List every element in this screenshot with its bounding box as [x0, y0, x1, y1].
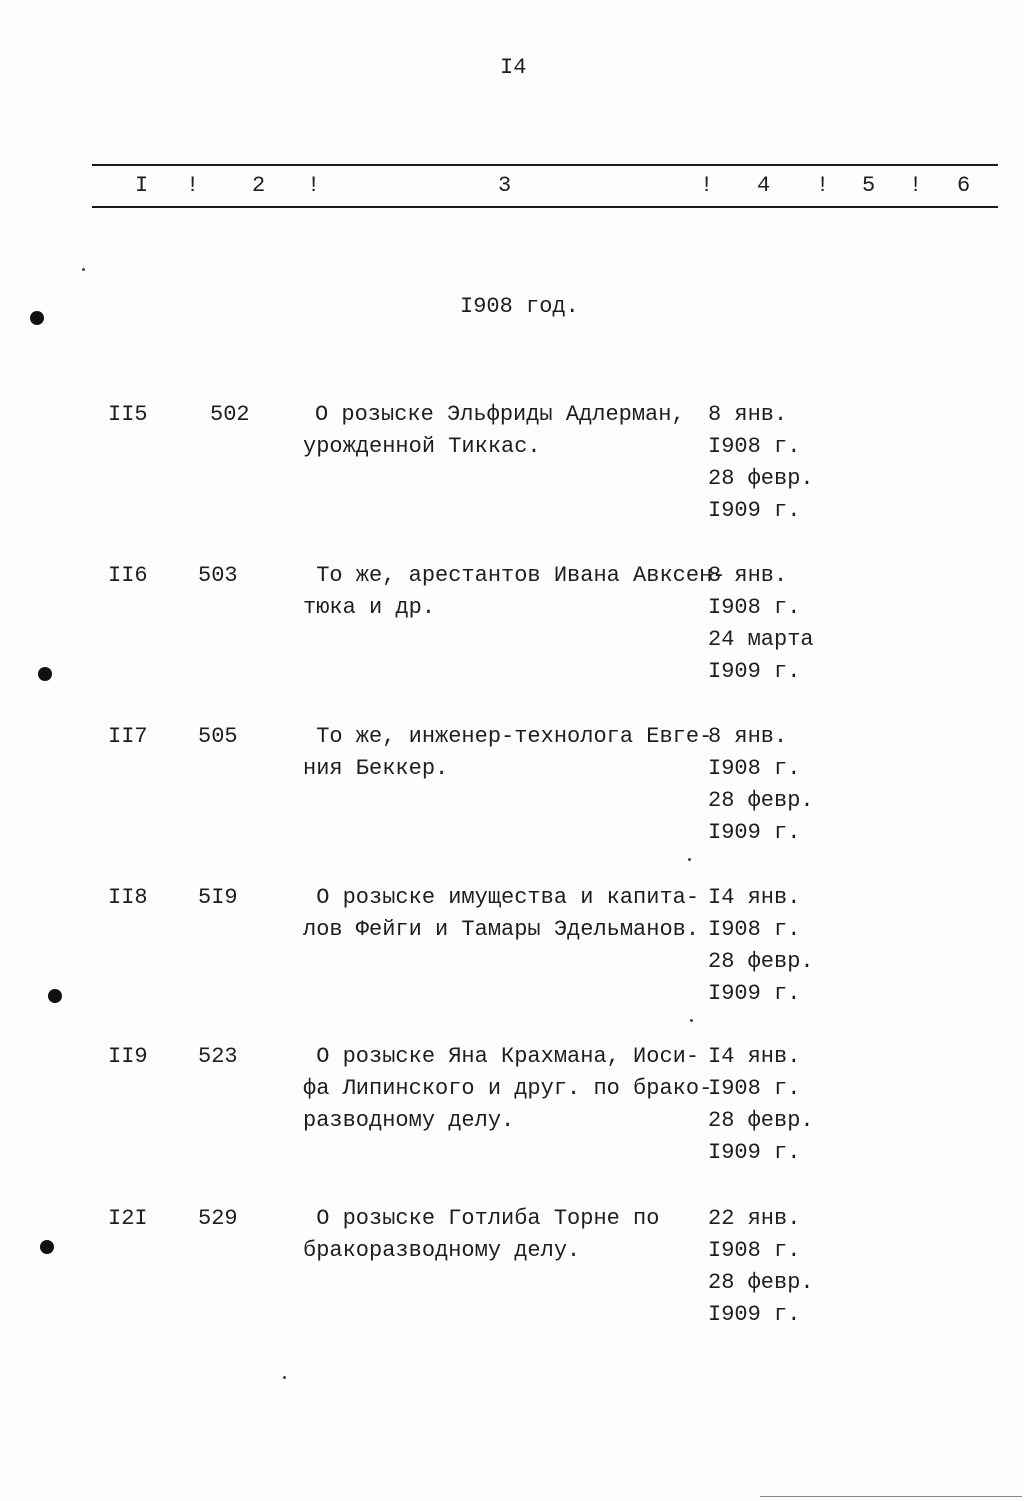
header-col-4: 4	[757, 173, 771, 198]
entry-date-line: I909 г.	[708, 1302, 801, 1327]
entry-description-line: урожденной Тиккас.	[303, 434, 541, 459]
entry-date-line: 22 янв.	[708, 1206, 801, 1231]
entry-description-line: О розыске имущества и капита-	[303, 885, 700, 910]
header-separator: !	[307, 173, 321, 198]
header-bottom-rule	[92, 206, 998, 208]
entry-description-line: О розыске Яна Крахмана, Иоси-	[303, 1044, 700, 1069]
entry-file-number: 5I9	[198, 885, 238, 910]
entry-description-line: фа Липинского и друг. по брако-	[303, 1076, 713, 1101]
entry-file-number: 529	[198, 1206, 238, 1231]
entry-description-line: То же, арестантов Ивана Авксен-	[303, 563, 726, 588]
entry-file-number: 502	[210, 402, 250, 427]
header-separator: !	[186, 173, 200, 198]
entry-date-line: I908 г.	[708, 434, 801, 459]
header-top-rule	[92, 164, 998, 166]
header-col-1: I	[135, 173, 149, 198]
entry-description-line: ния Беккер.	[303, 756, 449, 781]
entry-file-number: 523	[198, 1044, 238, 1069]
entry-date-line: 28 февр.	[708, 1108, 814, 1133]
entry-date-line: I4 янв.	[708, 1044, 801, 1069]
header-col-5: 5	[862, 173, 876, 198]
entry-date-line: I909 г.	[708, 659, 801, 684]
entry-date-line: 8 янв.	[708, 563, 788, 588]
entry-date-line: 24 марта	[708, 627, 814, 652]
header-col-6: 6	[957, 173, 971, 198]
entry-date-line: I909 г.	[708, 981, 801, 1006]
entry-description-line: бракоразводному делу.	[303, 1238, 581, 1263]
entry-date-line: I4 янв.	[708, 885, 801, 910]
entry-number: II5	[108, 402, 148, 427]
entry-date-line: 8 янв.	[708, 724, 788, 749]
page-number: I4	[500, 55, 527, 80]
section-title: I908 год.	[460, 294, 579, 319]
entry-file-number: 505	[198, 724, 238, 749]
entry-number: II6	[108, 563, 148, 588]
entry-date-line: I908 г.	[708, 1238, 801, 1263]
scan-edge-line	[760, 1496, 1022, 1497]
entry-description-line: О розыске Готлиба Торне по	[303, 1206, 660, 1231]
header-separator: !	[700, 173, 714, 198]
entry-number: II9	[108, 1044, 148, 1069]
header-col-2: 2	[252, 173, 266, 198]
entry-date-line: I908 г.	[708, 756, 801, 781]
scan-speck	[82, 268, 85, 271]
entry-date-line: I908 г.	[708, 917, 801, 942]
entry-date-line: 28 февр.	[708, 466, 814, 491]
entry-date-line: 8 янв.	[708, 402, 788, 427]
entry-number: II8	[108, 885, 148, 910]
entry-number: I2I	[108, 1206, 148, 1231]
punch-hole	[48, 989, 62, 1003]
entry-description-line: О розыске Эльфриды Адлерман,	[315, 402, 685, 427]
scan-speck	[690, 1019, 693, 1022]
punch-hole	[38, 667, 52, 681]
entry-date-line: I909 г.	[708, 1140, 801, 1165]
entry-date-line: I909 г.	[708, 498, 801, 523]
scan-speck	[283, 1376, 286, 1379]
header-separator: !	[816, 173, 830, 198]
entry-description-line: То же, инженер-технолога Евге-	[303, 724, 713, 749]
header-separator: !	[909, 173, 923, 198]
entry-date-line: I908 г.	[708, 1076, 801, 1101]
entry-date-line: 28 февр.	[708, 1270, 814, 1295]
entry-date-line: I909 г.	[708, 820, 801, 845]
entry-file-number: 503	[198, 563, 238, 588]
entry-date-line: 28 февр.	[708, 949, 814, 974]
entry-number: II7	[108, 724, 148, 749]
scan-speck	[688, 858, 691, 861]
punch-hole	[30, 311, 44, 325]
entry-description-line: разводному делу.	[303, 1108, 515, 1133]
entry-date-line: 28 февр.	[708, 788, 814, 813]
header-col-3: 3	[498, 173, 512, 198]
entry-description-line: лов Фейги и Тамары Эдельманов.	[303, 917, 700, 942]
entry-date-line: I908 г.	[708, 595, 801, 620]
entry-description-line: тюка и др.	[303, 595, 436, 620]
punch-hole	[40, 1240, 54, 1254]
